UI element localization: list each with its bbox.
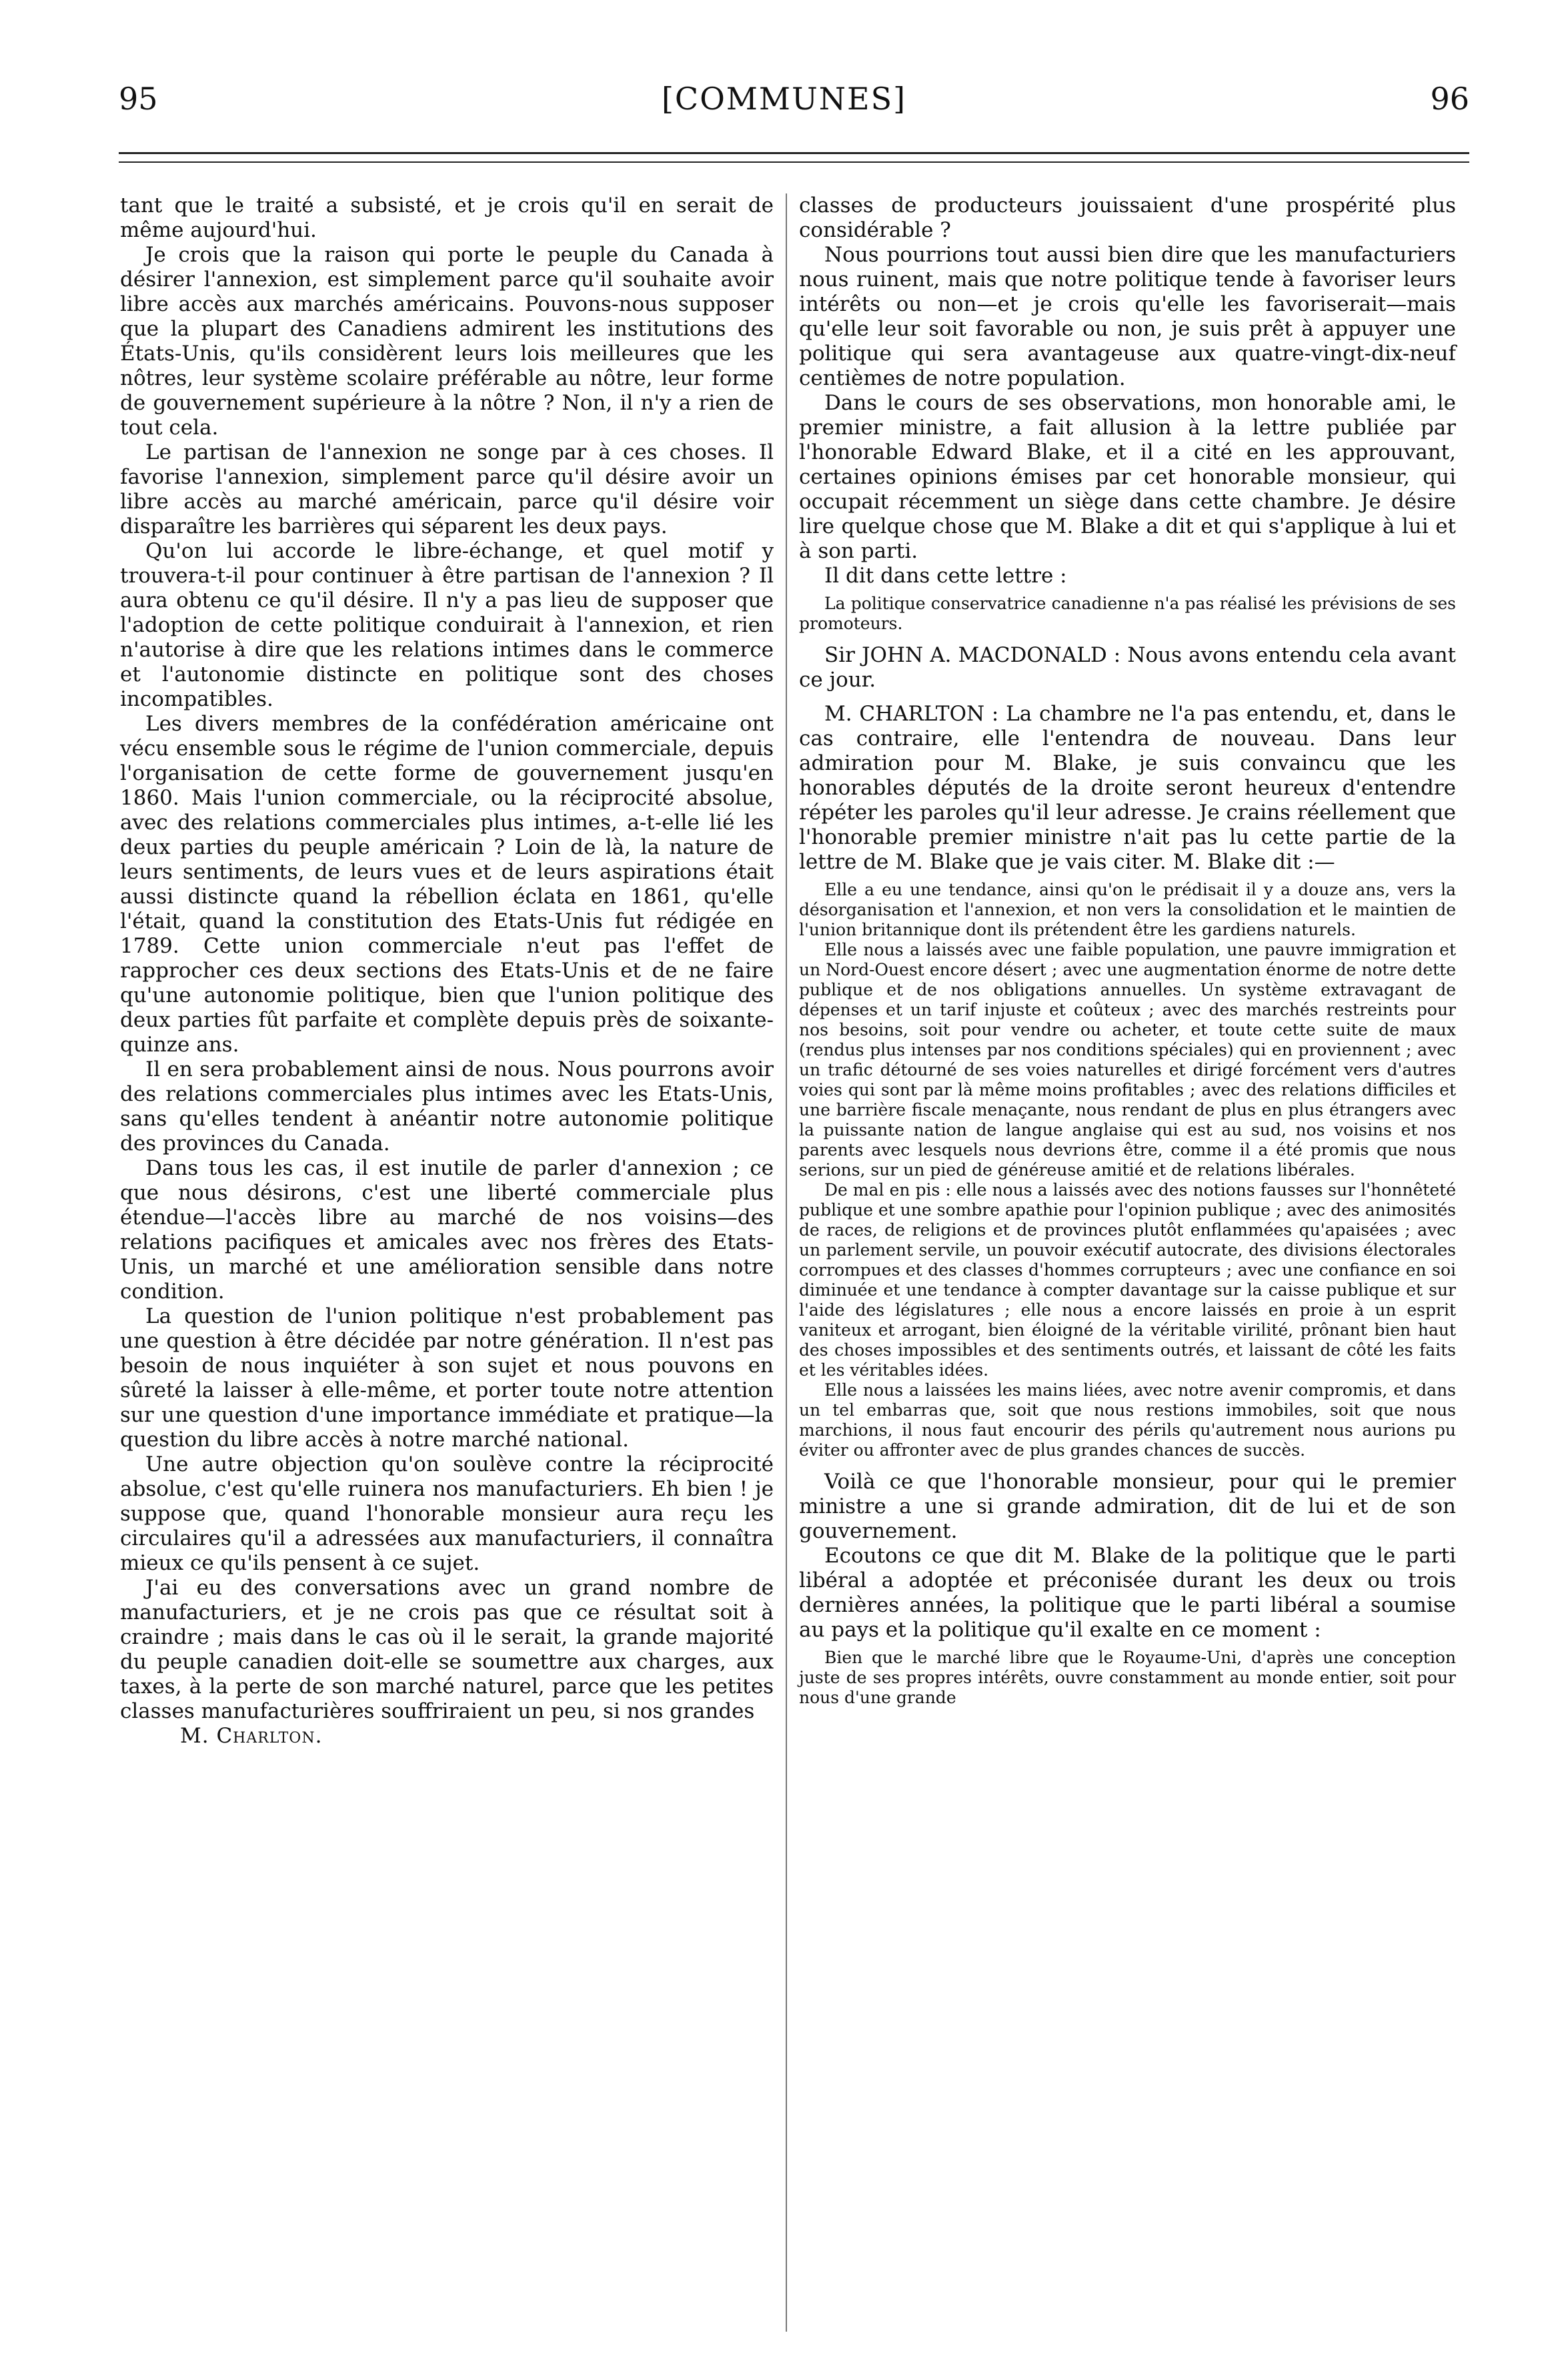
left-column xyxy=(120,193,774,1749)
paragraph: Les divers membres de la confédération américaine ont vécu ensemble sous le régime de l'union commerciale, depuis l'organisation de cette forme de gouvernement jusqu'en 1860. Mais l'union commerciale, ou la réciprocité absolue, avec des relations commerciales plus intimes, a-t-elle lié les deux parties du peuple américain ? Loin de là, la nature de leurs sentiments, de leurs vues et de leurs aspirations était aussi distincte quand la rébellion éclata en 1861, qu'elle l'était, quand la constitution des Etats-Unis fut rédigée en 1789. Cette union commerciale n'eut pas l'effet de rapprocher ces deux sections des Etats-Unis et de ne faire qu'une autonomie politique, bien que l'union politique des deux parties fût parfaite et complète depuis près de soixante-quinze ans. xyxy=(120,712,774,1057)
paragraph: tant que le traité a subsisté, et je crois qu'il en serait de même aujourd'hui. xyxy=(120,193,774,242)
paragraph: Je crois que la raison qui porte le peuple du Canada à désirer l'annexion, est simplement parce qu'il souhaite avoir libre accès aux marchés américains. Pouvons-nous supposer que la plupart des Canadiens admirent les institutions des États-Unis, qu'ils considèrent leurs lois meilleures que les nôtres, leur système scolaire préférable au nôtre, leur forme de gouvernement supérieure à la nôtre ? Non, il n'y a rien de tout cela. xyxy=(120,243,774,440)
paragraph: J'ai eu des conversations avec un grand nombre de manufacturiers, et je ne crois pas que ce résultat soit à craindre ; mais dans le cas où il le serait, la grande majorité du peuple canadien doit-elle se soumettre aux charges, aux taxes, à la perte de son marché naturel, parce que les petites classes manufacturières souffriraient un peu, si nos grandes xyxy=(120,1576,774,1723)
page-number-left: 95 xyxy=(119,81,158,117)
running-head: [COMMUNES] xyxy=(661,81,907,117)
paragraph: Nous pourrions tout aussi bien dire que les manufacturiers nous ruinent, mais que notre politique tende à favoriser leurs intérêts ou non—et je crois qu'elle les favoriserait—mais qu'elle leur soit favorable ou non, je suis prêt à appuyer une politique qui sera avantageuse aux quatre-vingt-dix-neuf centièmes de notre population. xyxy=(799,243,1456,390)
paragraph: Dans le cours de ses observations, mon honorable ami, le premier ministre, a fait allusion à la lettre publiée par l'honorable Edward Blake, et il a cité en les approuvant, certaines opinions émises par cet honorable monsieur, qui occupait récemment un siège dans cette chambre. Je désire lire quelque chose que M. Blake a dit et qui s'applique à lui et à son parti. xyxy=(799,391,1456,563)
paragraph: Dans tous les cas, il est inutile de parler d'annexion ; ce que nous désirons, c'est une liberté commerciale plus étendue—l'accès libre au marché de nos voisins—des relations pacifiques et amicales avec nos frères des Etats-Unis, un marché et une amélioration sensible dans notre condition. xyxy=(120,1156,774,1304)
block-quote: Bien que le marché libre que le Royaume-Uni, d'après une conception juste de ses propres intérêts, ouvre constamment au monde entier, soit pour nous d'une grande xyxy=(799,1648,1456,1707)
paragraph: Il en sera probablement ainsi de nous. Nous pourrons avoir des relations commerciales plus intimes avec les Etats-Unis, sans qu'elles tendent à anéantir notre autonomie politique des provinces du Canada. xyxy=(120,1057,774,1155)
block-quote: De mal en pis : elle nous a laissés avec des notions fausses sur l'honnêteté publique et une sombre apathie pour l'opinion publique ; avec des animosités de races, de religions et de provinces plutôt enflammées qu'apaisées ; avec un parlement servile, un pouvoir exécutif autocrate, des divisions électorales corrompues et des classes d'hommes corrupteurs ; avec une confiance en soi diminuée et une tendance à compter davantage sur la caisse publique et sur l'aide des législatures ; elle nous a encore laissés en proie à un esprit vaniteux et arrogant, bien éloigné de la véritable virilité, prônant bien haut des choses impossibles et des sentiments outrés, et laissant de côté les faits et les véritables idées. xyxy=(799,1180,1456,1380)
paragraph: Une autre objection qu'on soulève contre la réciprocité absolue, c'est qu'elle ruinera nos manufacturiers. Eh bien ! je suppose que, quand l'honorable monsieur aura reçu les circulaires qu'il a adressées aux manufacturiers, il connaîtra mieux ce qu'ils pensent à ce sujet. xyxy=(120,1452,774,1575)
speaker-paragraph: M. CHARLTON : La chambre ne l'a pas entendu, et, dans le cas contraire, elle l'entendra de nouveau. Dans leur admiration pour M. Blake, je suis convaincu que les honorables députés de la droite seront heureux d'entendre répéter les paroles qu'il leur adresse. Je crains réellement que l'honorable premier ministre n'ait pas lu cette partie de la lettre de M. Blake que je vais citer. M. Blake dit :— xyxy=(799,702,1456,874)
paragraph: Qu'on lui accorde le libre-échange, et quel motif y trouvera-t-il pour continuer à être partisan de l'annexion ? Il aura obtenu ce qu'il désire. Il n'y a pas lieu de supposer que l'adoption de cette politique conduirait à l'annexion, et rien n'autorise à dire que les relations intimes dans le commerce et l'autonomie distincte en politique sont des choses incompatibles. xyxy=(120,539,774,711)
paragraph: Ecoutons ce que dit M. Blake de la politique que le parti libéral a adoptée et préconisée durant les deux ou trois dernières années, la politique que le parti libéral a soumise au pays et la politique qu'il exalte en ce moment : xyxy=(799,1544,1456,1642)
right-column xyxy=(799,193,1456,1708)
header-rule-bottom xyxy=(119,161,1469,163)
paragraph: classes de producteurs jouissaient d'une prospérité plus considérable ? xyxy=(799,193,1456,242)
paragraph: La question de l'union politique n'est probablement pas une question à être décidée par notre génération. Il n'est pas besoin de nous inquiéter à son sujet et nous pouvons en sûreté la laisser à elle-même, et porter toute notre attention sur une question d'une importance immédiate et pratique—la question du libre accès à notre marché national. xyxy=(120,1304,774,1452)
header-rule-top xyxy=(119,152,1469,154)
paragraph: Le partisan de l'annexion ne songe par à ces choses. Il favorise l'annexion, simplement parce qu'il désire avoir un libre accès au marché américain, parce qu'il désire voir disparaître les barrières qui séparent les deux pays. xyxy=(120,440,774,538)
paragraph: Voilà ce que l'honorable monsieur, pour qui le premier ministre a une si grande admiration, dit de lui et de son gouvernement. xyxy=(799,1470,1456,1543)
speaker-signature: M. Charlton. xyxy=(180,1724,323,1748)
block-quote: Elle nous a laissées les mains liées, avec notre avenir compromis, et dans un tel embarras que, soit que nous restions immobiles, soit que nous marchions, il nous faut encourir des périls qu'autrement nous aurions pu éviter ou affronter avec de plus grandes chances de succès. xyxy=(799,1380,1456,1460)
paragraph: Il dit dans cette lettre : xyxy=(824,564,1067,588)
block-quote: Elle a eu une tendance, ainsi qu'on le prédisait il y a douze ans, vers la désorganisation et l'annexion, et non vers la consolidation et le maintien de l'union britannique dont ils prétendent être les gardiens naturels. xyxy=(799,880,1456,939)
speaker-paragraph: Sir JOHN A. MACDONALD : Nous avons entendu cela avant ce jour. xyxy=(799,643,1456,692)
block-quote: La politique conservatrice canadienne n'a pas réalisé les prévisions de ses promoteurs. xyxy=(799,594,1456,633)
column-divider xyxy=(786,193,787,2332)
block-quote: Elle nous a laissés avec une faible population, une pauvre immigration et un Nord-Ouest encore désert ; avec une augmentation énorme de notre dette publique et de nos obligations annuelles. Un système extravagant de dépenses et un tarif injuste et coûteux ; avec des marchés restreints pour nos besoins, soit pour vendre ou acheter, et toute cette suite de maux (rendus plus intenses par nos conditions spéciales) qui en proviennent ; avec un trafic détourné de ses voies naturelles et dirigé forcément vers d'autres voies qui sont par là même moins profitables ; avec des relations difficiles et une barrière fiscale menaçante, nous rendant de plus en plus étrangers avec la puissante nation de langue anglaise qui est au sud, nos voisins et nos parents avec lesquels nous devrions être, comme il a été promis que nous serions, sur un pied de généreuse amitié et de relations libérales. xyxy=(799,940,1456,1180)
page-number-right: 96 xyxy=(1430,81,1469,117)
